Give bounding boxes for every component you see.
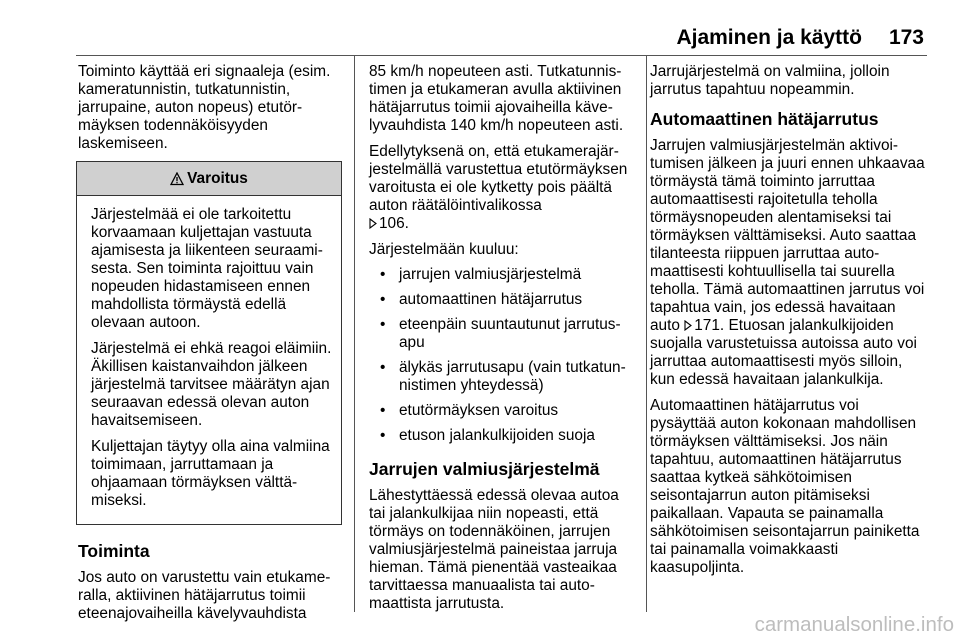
page-header [0, 0, 960, 54]
column-divider-1 [354, 56, 355, 612]
section-heading-brake-readiness: Jarrujen valmiusjärjestelmä [369, 459, 600, 479]
page-reference-link[interactable]: 171. [694, 317, 725, 334]
emergency-text-a: Jarrujen valmiusjärjestelmän aktivoitumisen jälkeen ja juuri ennen uhkaavaa törmäystä tämä toiminto jarruttaa automaattisesti rajoitetulla teholla törmäysnopeuden alentamiseksi tai törmäyksen välttämiseksi. Auto saattaa tilanteesta riippuen jarruttaa automaattisesti kohtuullisella tai suurella teholla. Tämä automaattinen jarrutus voi tapahtua vain, jos edessä havaitaan auto [650, 137, 925, 334]
warning-paragraph-1: Järjestelmää ei ole tarkoitettu korvaamaan kuljettajan vastuuta ajamisesta ja liikenteen seuraamisesta. Sen toiminta rajoittuu vain nopeuden hidastamiseen ennen mahdollista törmäystä edellä olevaan autoon. [91, 206, 323, 331]
list-item: • etuson jalankulkijoiden suoja [369, 427, 634, 445]
list-item: • automaattinen hätäjarrutus [369, 291, 634, 309]
brake-readiness-paragraph: Lähestyttäessä edessä olevaa autoa tai jalankulkijaa niin nopeasti, että törmäys on todennäköinen, jarrujen valmiusjärjestelmä paineistaa jarruja hieman. Tämä pienentää vasteaikaa tarvittaessa manuaalista tai automaattista jarrutusta. [369, 487, 619, 612]
warning-title: Varoitus [187, 169, 248, 187]
column-1 [78, 63, 342, 631]
warning-box [76, 161, 342, 525]
column-2 [369, 63, 634, 621]
warning-paragraph-3: Kuljettajan täytyy olla aina valmiina toimimaan, jarruttamaan ja ohjaamaan törmäyksen välttämiseksi. [91, 438, 330, 509]
toiminta-paragraph: Jos auto on varustettu vain etukameralla, aktiivinen hätäjarrutus toimii eteenajovaiheilla kävelyvauhdista [78, 569, 331, 622]
warning-header [77, 162, 341, 196]
page-number: 173 [888, 26, 924, 49]
includes-paragraph: Järjestelmään kuuluu: [369, 241, 519, 258]
list-item: • jarrujen valmiusjärjestelmä [369, 266, 634, 284]
page-reference-icon [684, 320, 692, 331]
warning-body [77, 196, 341, 524]
emergency-text-b: Etuosan jalankulkijoiden suojalla varustetuissa autoissa auto voi jarruttaa automaattisesti myös silloin, kun edessä havaitaan jalankulkija. [650, 317, 917, 388]
page-reference-link[interactable]: 106. [379, 215, 409, 232]
speed-paragraph: 85 km/h nopeuteen asti. Tutkatunnistimen ja etukameran avulla aktiivinen hätäjarrutus toimii ajovaiheilla kävelyvauhdista 140 km/h nopeuteen asti. [369, 63, 624, 134]
ready-paragraph: Jarrujärjestelmä on valmiina, jolloin jarrutus tapahtuu nopeammin. [650, 63, 890, 98]
list-item: • älykäs jarrutusapu (vain tutkatunnistimen yhteydessä) [369, 359, 634, 395]
full-stop-paragraph: Automaattinen hätäjarrutus voi pysäyttää auton kokonaan mahdollisen törmäyksen välttämiseksi. Jos näin tapahtuu, automaattinen hätäjarrutus saattaa kytkeä sähkötoimisen seisontajarrun auton pitämiseksi paikallaan. Vapauta se painamalla sähkötoimisen seisontajarrun painiketta tai painamalla voimakkaasti kaasupoljinta. [650, 397, 920, 576]
site-watermark: carmanualsonline.info [754, 613, 954, 636]
section-heading-toiminta: Toiminta [78, 541, 150, 561]
warning-paragraph-2: Järjestelmä ei ehkä reagoi eläimiin. Äkillisen kaistanvaihdon jälkeen järjestelmä tarvitsee määrätyn ajan seuraavan edessä olevan auton havaitsemiseen. [91, 340, 332, 429]
page-reference-icon [369, 218, 377, 229]
feature-list [369, 266, 634, 445]
column-3 [650, 63, 928, 585]
list-item: • eteenpäin suuntautunut jarrutusapu [369, 316, 634, 352]
condition-text: Edellytyksenä on, että etukamerajärjestelmällä varustettua etutörmäyksen varoitusta ei ole kytketty pois päältä auton räätälöintivalikossa [369, 143, 628, 214]
section-heading-emergency-braking: Automaattinen hätäjarrutus [650, 109, 879, 129]
intro-paragraph: Toiminto käyttää eri signaaleja (esim. kameratunnistin, tutkatunnistin, jarrupaine, auton nopeus) etutörmäyksen todennäköisyyden laskemiseen. [78, 63, 331, 152]
list-item: • etutörmäyksen varoitus [369, 402, 634, 420]
condition-paragraph [369, 143, 634, 233]
column-divider-2 [646, 56, 647, 612]
chapter-title: Ajaminen ja käyttö [676, 26, 862, 49]
emergency-braking-paragraph [650, 137, 928, 389]
header-divider [76, 55, 927, 56]
warning-triangle-icon [170, 172, 184, 186]
